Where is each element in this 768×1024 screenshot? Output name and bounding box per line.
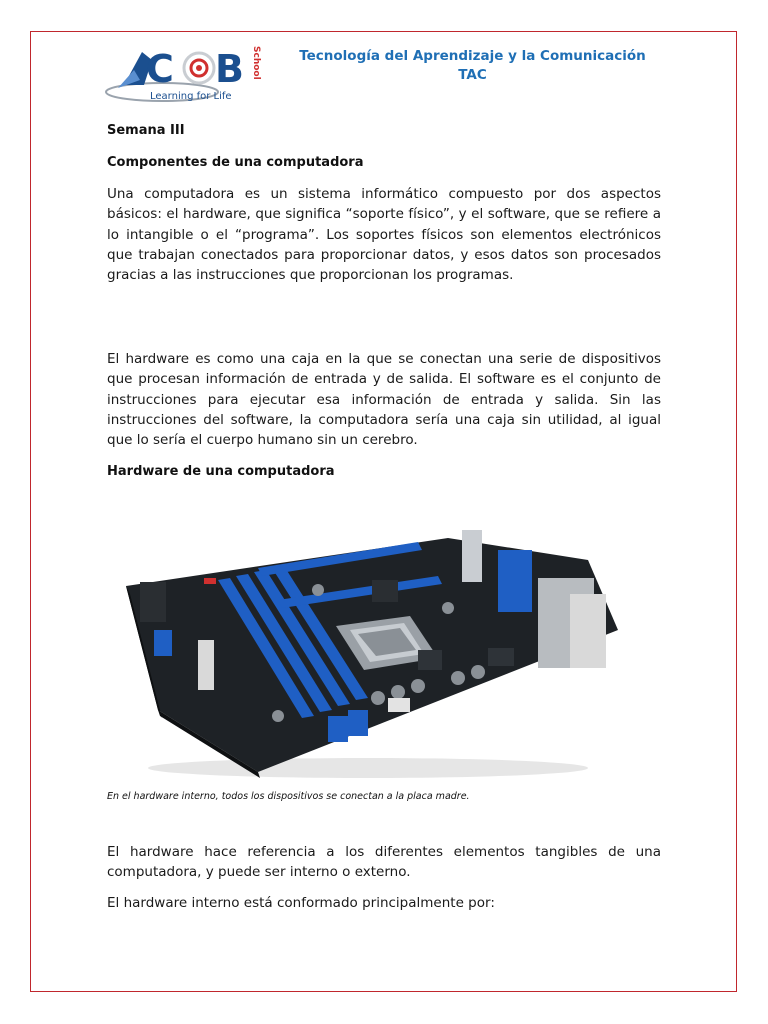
week-heading: Semana III (107, 123, 185, 138)
course-title-line2: TAC (458, 67, 487, 83)
school-logo (104, 40, 270, 104)
logo-tagline: Learning for Life (150, 91, 232, 102)
course-title (285, 47, 660, 85)
logo-side-text: School (251, 46, 261, 80)
logo-letter-b: B (215, 47, 244, 91)
paragraph-tangible: El hardware hace referencia a los diferentes elementos tangibles de una computadora, y puede ser interno o externo. (107, 844, 661, 881)
course-title-line1: Tecnología del Aprendizaje y la Comunicación (299, 48, 646, 64)
section-heading-hardware: Hardware de una computadora (107, 464, 335, 479)
paragraph-internal-hardware: El hardware interno está conformado principalmente por: (107, 895, 495, 911)
paragraph-definition: Una computadora es un sistema informático compuesto por dos aspectos básicos: el hardware, que significa “soporte físico”, y el software, que se refiere a lo intangible o el “programa”. Los soportes físicos son elementos electrónicos que trabajan conectados para proporcionar datos, y esos datos son procesados gracias a las instrucciones que proporcionan los programas. (107, 186, 661, 284)
logo-letter-c: C (146, 47, 174, 91)
paragraph-hardware-box: El hardware es como una caja en la que se conectan una serie de dispositivos que procesan información de entrada y de salida. El software es el conjunto de instrucciones para ejecutar esa información de entrada y salida. Sin las instrucciones del software, la computadora sería una caja sin utilidad, al igual que lo sería el cuerpo humano sin un cerebro. (107, 351, 661, 449)
section-heading-components: Componentes de una computadora (107, 155, 364, 170)
motherboard-image (118, 520, 628, 780)
image-caption: En el hardware interno, todos los dispositivos se conectan a la placa madre. (107, 791, 470, 802)
